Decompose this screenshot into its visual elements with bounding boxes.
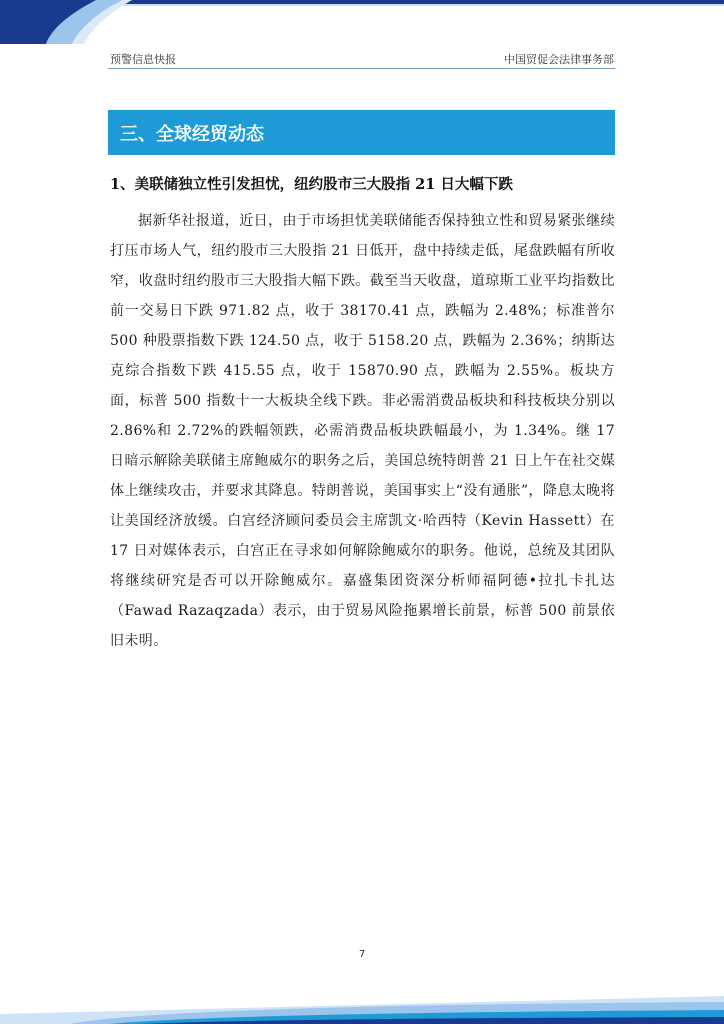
article-heading: 1、美联储独立性引发担忧，纽约股市三大股指 21 日大幅下跌 bbox=[110, 176, 513, 193]
section-heading-bar bbox=[108, 110, 615, 155]
header-divider bbox=[108, 68, 615, 69]
header-publication-name: 预警信息快报 bbox=[110, 53, 176, 66]
bottom-decoration-banner bbox=[0, 984, 724, 1024]
page-number: 7 bbox=[358, 949, 366, 960]
top-decoration-banner bbox=[0, 0, 724, 44]
section-title: 三、全球经贸动态 bbox=[120, 123, 264, 145]
header-department-name: 中国贸促会法律事务部 bbox=[504, 53, 614, 66]
article-body: 据新华社报道，近日，由于市场担忧美联储能否保持独立性和贸易紧张继续打压市场人气，纽约股市三大股指 21 日低开，盘中持续走低，尾盘跌幅有所收窄，收盘时纽约股市三大股指大幅下跌。截至当天收盘，道琼斯工业平均指数比前一交易日下跌 971.82 点，收于 38170.41 点，跌幅为 2.48%；标准普尔 500 种股票指数下跌 124.50 点，收于 5158.20 点，跌幅为 2.36%；纳斯达克综合指数下跌 415.55 点，收于 15870.90 点，跌幅为 2.55%。板块方面，标普 500 指数十一大板块全线下跌。非必需消费品板块和科技板块分别以 2.86%和 2.72%的跌幅领跌，必需消费品板块跌幅最小，为 1.34%。继 17 日暗示解除美联储主席鲍威尔的职务之后，美国总统特朗普 21 日上午在社交媒体上继续攻击，并要求其降息。特朗普说，美国事实上“没有通胀”，降息太晚将让美国经济放缓。白宫经济顾问委员会主席凯文·哈西特（Kevin Hassett）在 17 日对媒体表示，白宫正在寻求如何解除鲍威尔的职务。他说，总统及其团队将继续研究是否可以开除鲍威尔。嘉盛集团资深分析师福阿德•拉扎卡扎达（Fawad Razaqzada）表示，由于贸易风险拖累增长前景，标普 500 前景依旧未明。 bbox=[110, 213, 615, 649]
